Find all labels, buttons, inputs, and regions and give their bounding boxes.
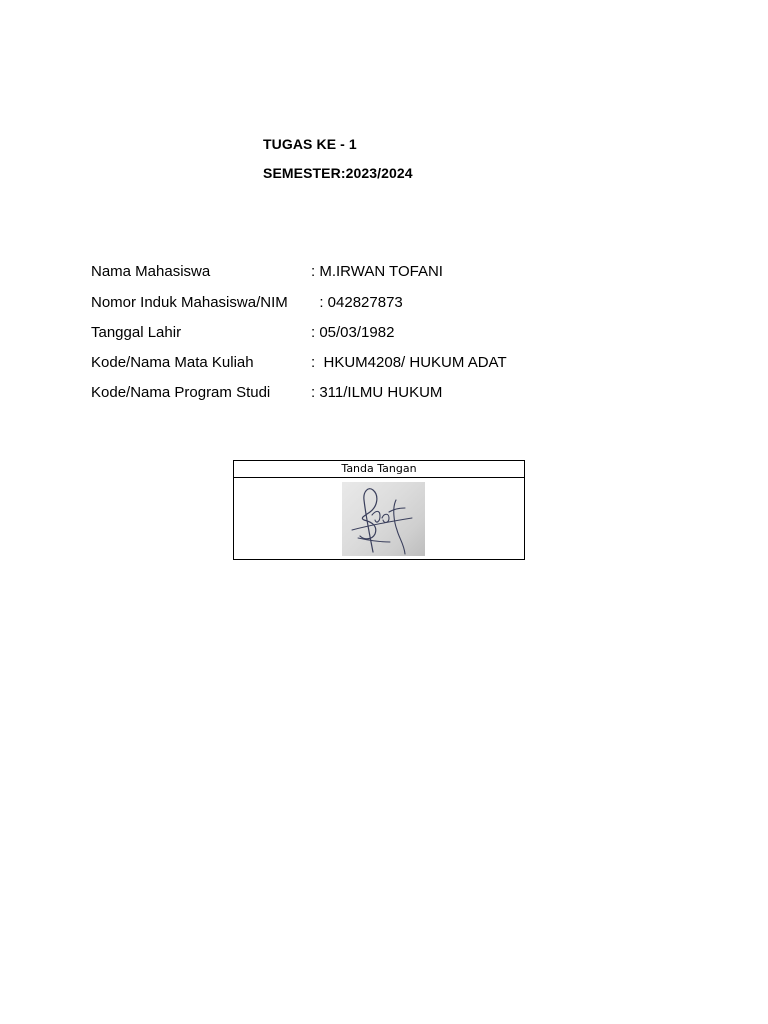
info-label: Nama Mahasiswa <box>91 263 211 280</box>
info-row-name <box>91 263 591 283</box>
info-value: : 05/03/1982 <box>311 324 395 341</box>
info-label: Kode/Nama Mata Kuliah <box>91 354 254 371</box>
info-value: : 042827873 <box>311 294 403 311</box>
info-row-nim <box>91 294 591 314</box>
info-value: : 311/ILMU HUKUM <box>311 384 443 401</box>
info-label: Tanggal Lahir <box>91 324 182 341</box>
info-value: : M.IRWAN TOFANI <box>311 263 443 280</box>
info-row-course <box>91 354 591 374</box>
semester-title: SEMESTER:2023/2024 <box>263 165 413 181</box>
signature-table-header: Tanda Tangan <box>234 461 524 478</box>
info-row-birthdate <box>91 324 591 344</box>
info-label: Kode/Nama Program Studi <box>91 384 271 401</box>
info-value: : HKUM4208/ HUKUM ADAT <box>311 354 507 371</box>
signature-image <box>342 482 425 556</box>
signature-table <box>233 460 525 560</box>
assignment-title: TUGAS KE - 1 <box>263 136 357 152</box>
info-row-program <box>91 384 591 404</box>
info-label: Nomor Induk Mahasiswa/NIM <box>91 294 288 311</box>
